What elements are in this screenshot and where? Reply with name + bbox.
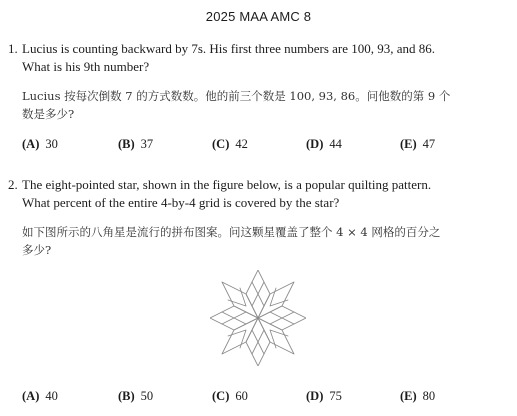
question-2-number: 2. bbox=[8, 177, 18, 192]
question-2-text-line-2: What percent of the entire 4-by-4 grid is covered by the star? bbox=[22, 195, 340, 210]
question-1-text-line-1: Lucius is counting backward by 7s. His first three numbers are 100, 93, and 86. bbox=[22, 41, 436, 56]
question-2-chinese-line-1: 如下图所示的八角星是流行的拼布图案。问这颗星覆盖了整个 4 × 4 网格的百分之 bbox=[22, 225, 441, 239]
question-2-choices bbox=[22, 389, 502, 405]
question-2-choice-c[interactable]: (C) 60 bbox=[212, 389, 248, 403]
question-2-choice-e[interactable]: (E) 80 bbox=[400, 389, 436, 403]
star-rhombus-se bbox=[258, 318, 294, 354]
question-1-chinese-line-2: 数是多少? bbox=[22, 107, 75, 121]
question-1-text-line-2: What is his 9th number? bbox=[22, 59, 150, 74]
page-title: 2025 MAA AMC 8 bbox=[205, 9, 312, 24]
question-1-choice-a[interactable]: (A) 30 bbox=[22, 137, 58, 151]
question-2-text-line-1: The eight-pointed star, shown in the figure below, is a popular quilting pattern. bbox=[22, 177, 432, 192]
star-rhombus-nw bbox=[222, 282, 258, 318]
question-2-choice-b[interactable]: (B) 50 bbox=[118, 389, 154, 403]
question-1-chinese-line-1: Lucius 按每次倒数 7 的方式数数。他的前三个数是 100, 93, 86。问他数的第 9 个 bbox=[22, 89, 451, 103]
question-1-choice-d[interactable]: (D) 44 bbox=[306, 137, 342, 151]
star-svg bbox=[210, 270, 306, 366]
star-rhombus-ne bbox=[258, 282, 294, 318]
question-1-choice-c[interactable]: (C) 42 bbox=[212, 137, 248, 151]
question-2-choice-d[interactable]: (D) 75 bbox=[306, 389, 342, 403]
question-1-choice-b[interactable]: (B) 37 bbox=[118, 137, 154, 151]
question-2-chinese-line-2: 多少? bbox=[22, 243, 52, 257]
question-1-choices bbox=[22, 137, 502, 153]
question-2-choice-a[interactable]: (A) 40 bbox=[22, 389, 58, 403]
question-1-number: 1. bbox=[8, 41, 18, 56]
star-rhombus-sw bbox=[222, 318, 258, 354]
eight-pointed-star-figure bbox=[210, 270, 306, 366]
question-1-choice-e[interactable]: (E) 47 bbox=[400, 137, 436, 151]
